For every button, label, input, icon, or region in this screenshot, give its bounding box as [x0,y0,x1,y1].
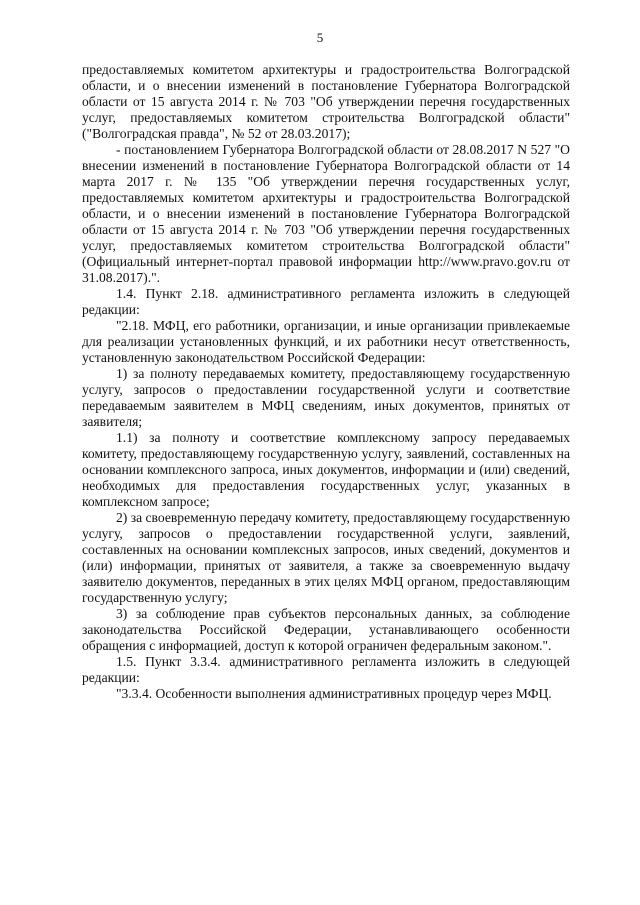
page-number: 5 [316,30,324,45]
paragraph-subitem-3: 3) за соблюдение прав субъектов персональных данных, за соблюдение законодательства Российской Федерации, устанавливающего особенности обращения с информацией, доступ к которой ограничен федеральным законом.". [82,606,570,653]
document-body [82,62,570,702]
paragraph-clause-3-3-4: "3.3.4. Особенности выполнения административных процедур через МФЦ. [116,686,552,701]
paragraph-subitem-1-1: 1.1) за полноту и соответствие комплексному запросу передаваемых комитету, предоставляющему государственную услугу, заявлений, составленных на основании комплексного запроса, иных документов, информации и (или) сведений, необходимых для предоставления государственных услуг, указанных в комплексном запросе; [82,430,570,509]
paragraph-item-1-5: 1.5. Пункт 3.3.4. административного регламента изложить в следующей редакции: [82,654,570,685]
paragraph-clause-2-18: "2.18. МФЦ, его работники, организации, и иные организации привлекаемые для реализации установленных функций, и их работники несут ответственность, установленную законодательством Российской Федерации: [82,318,570,365]
paragraph-continuation: предоставляемых комитетом архитектуры и градостроительства Волгоградской области, и о внесении изменений в постановление Губернатора Волгоградской области от 15 августа 2014 г. № 703 "Об утверждении перечня государственных услуг, предоставляемых комитетом строительства Волгоградской области" ("Волгоградская правда", № 52 от 28.03.2017); [82,62,570,141]
paragraph-subitem-2: 2) за своевременную передачу комитету, предоставляющему государственную услугу, запросов о предоставлении государственной услуги, заявлений, составленных на основании комплексных запросов, иных сведений, документов и (или) информации, принятых от заявителя, а также за своевременную выдачу заявителю документов, переданных в этих целях МФЦ органом, предоставляющим государственную услугу; [82,510,571,605]
paragraph-subitem-1: 1) за полноту передаваемых комитету, предоставляющему государственную услугу, запросов о предоставлении государственной услуги и соответствие передаваемым заявителем в МФЦ сведениям, иных документов, принятых от заявителя; [82,366,570,429]
paragraph-decree-527: - постановлением Губернатора Волгоградской области от 28.08.2017 N 527 "О внесении изменений в постановление Губернатора Волгоградской области от 14 марта 2017 г. № 135 "Об утверждении перечня государственных услуг, предоставляемых комитетом архитектуры и градостроительства Волгоградской области, и о внесении изменений в постановление Губернатора Волгоградской области от 15 августа 2014 г. № 703 "Об утверждении перечня государственных услуг, предоставляемых комитетом строительства Волгоградской области" (Официальный интернет-портал правовой информации http://www.pravo.gov.ru от 31.08.2017).". [82,142,570,285]
paragraph-item-1-4: 1.4. Пункт 2.18. административного регламента изложить в следующей редакции: [82,286,570,317]
